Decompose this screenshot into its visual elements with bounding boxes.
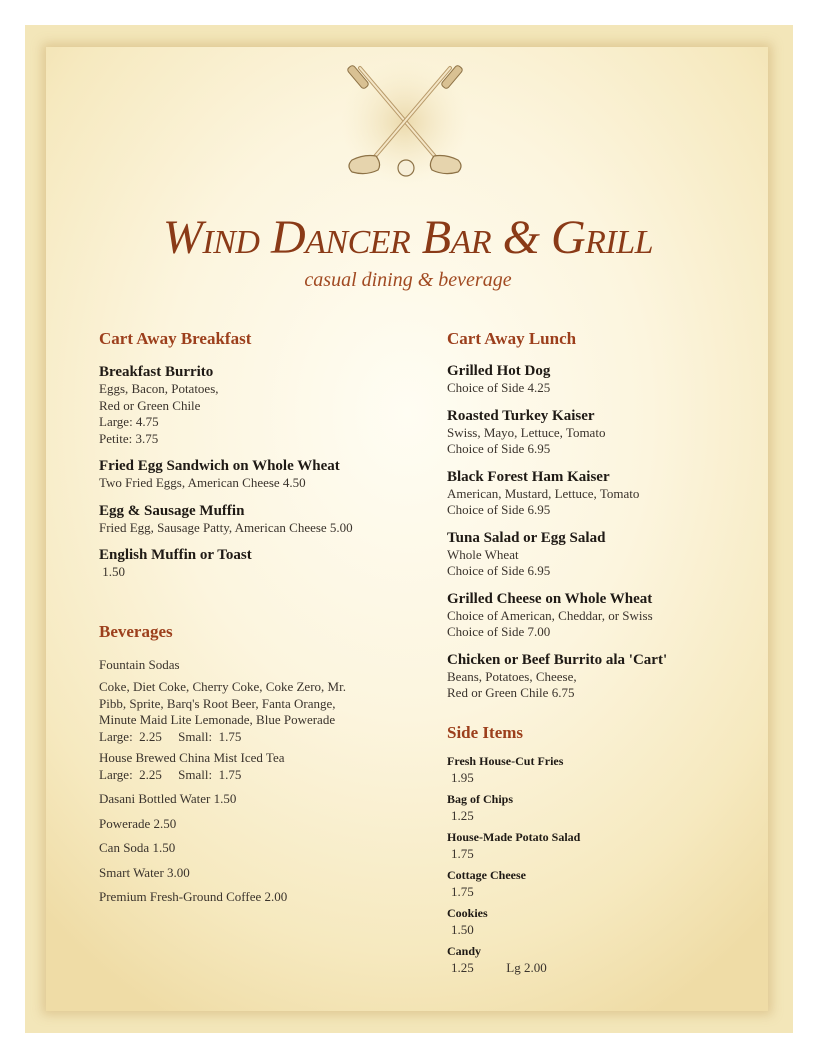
- beverage-block: [99, 657, 439, 674]
- side-item: [447, 830, 787, 862]
- item-name: Fried Egg Sandwich on Whole Wheat: [99, 458, 340, 474]
- item-name: Tuna Salad or Egg Salad: [447, 529, 606, 546]
- beverage-line: Premium Fresh-Ground Coffee 2.00: [99, 889, 288, 904]
- item-desc: Swiss, Mayo, Lettuce, Tomato: [447, 424, 606, 440]
- beverage-line: Large: 2.25 Small: 1.75: [99, 766, 242, 782]
- side-item: [447, 792, 787, 824]
- side-name: Cottage Cheese: [447, 867, 526, 882]
- item-name: Grilled Hot Dog: [447, 363, 551, 379]
- item-name: English Muffin or Toast: [99, 547, 252, 563]
- beverage-line: Large: 2.25 Small: 1.75: [99, 728, 242, 744]
- menu-item: [99, 502, 439, 537]
- side-price: 1.95: [451, 769, 474, 785]
- item-name: Egg & Sausage Muffin: [99, 502, 245, 519]
- side-price: 1.75: [451, 883, 474, 899]
- beverage-block: [99, 791, 439, 808]
- item-desc: Fried Egg, Sausage Patty, American Cheese 5.00: [99, 519, 353, 535]
- item-price: Large: 4.75: [99, 414, 159, 429]
- breakfast-heading: Cart Away Breakfast: [99, 329, 252, 348]
- item-price: 1.50: [99, 564, 125, 579]
- item-name: Roasted Turkey Kaiser: [447, 407, 595, 424]
- beverage-block: [99, 750, 439, 783]
- restaurant-subtitle: casual dining & beverage: [304, 269, 512, 291]
- side-price: 1.25: [451, 807, 474, 823]
- item-desc: Beans, Potatoes, Cheese,: [447, 668, 577, 684]
- item-price: Petite: 3.75: [99, 430, 159, 446]
- beverage-line: Minute Maid Lite Lemonade, Blue Powerade: [99, 712, 336, 727]
- left-column: [99, 328, 439, 906]
- side-item: [447, 868, 787, 900]
- crossed-golf-clubs-icon: [340, 60, 470, 185]
- beverages-heading: Beverages: [99, 621, 173, 641]
- item-desc: Choice of Side 7.00: [447, 624, 551, 639]
- side-name: House-Made Potato Salad: [447, 829, 581, 844]
- item-desc: Choice of Side 6.95: [447, 441, 551, 456]
- beverage-line: Pibb, Sprite, Barq's Root Beer, Fanta Orange,: [99, 695, 336, 711]
- item-desc: Red or Green Chile: [99, 397, 201, 413]
- menu-item: [447, 362, 787, 397]
- menu-item: [447, 590, 787, 641]
- item-desc: Choice of Side 6.95: [447, 502, 551, 517]
- beverage-line: House Brewed China Mist Iced Tea: [99, 750, 285, 765]
- side-name: Bag of Chips: [447, 791, 514, 806]
- sides-heading: Side Items: [447, 722, 524, 742]
- beverage-block: [99, 816, 439, 833]
- beverage-block: [99, 840, 439, 857]
- item-desc: Two Fried Eggs, American Cheese 4.50: [99, 475, 306, 490]
- item-name: Chicken or Beef Burrito ala 'Cart': [447, 651, 668, 668]
- beverage-line: Dasani Bottled Water 1.50: [99, 791, 237, 806]
- beverage-line: Coke, Diet Coke, Cherry Coke, Coke Zero, Mr.: [99, 679, 346, 694]
- item-desc: Eggs, Bacon, Potatoes,: [99, 381, 219, 396]
- menu-item: [447, 529, 787, 580]
- item-desc: Choice of Side 4.25: [447, 380, 551, 395]
- side-price: 1.75: [451, 845, 474, 861]
- side-price: 1.25 Lg 2.00: [451, 959, 547, 975]
- beverage-block: [99, 865, 439, 882]
- right-column: [447, 328, 787, 976]
- beverage-line: Powerade 2.50: [99, 815, 177, 831]
- item-desc: Choice of Side 6.95: [447, 563, 551, 578]
- beverage-line: Can Soda 1.50: [99, 840, 176, 855]
- menu-item: [99, 546, 439, 581]
- item-name: Black Forest Ham Kaiser: [447, 468, 610, 485]
- side-name: Cookies: [447, 905, 488, 920]
- item-name: Breakfast Burrito: [99, 364, 214, 380]
- side-price: 1.50: [451, 921, 474, 937]
- menu-item: [447, 407, 787, 458]
- side-item: [447, 944, 787, 976]
- menu-item: [99, 363, 439, 447]
- side-name: Fresh House-Cut Fries: [447, 753, 564, 768]
- item-desc: American, Mustard, Lettuce, Tomato: [447, 485, 640, 501]
- side-item: [447, 754, 787, 786]
- menu-item: [447, 651, 787, 702]
- item-desc: Choice of American, Cheddar, or Swiss: [447, 607, 653, 623]
- beverage-line: Fountain Sodas: [99, 656, 180, 672]
- beverage-block: [99, 679, 439, 745]
- menu-item: [447, 468, 787, 519]
- item-desc: Red or Green Chile 6.75: [447, 685, 575, 700]
- beverage-line: Smart Water 3.00: [99, 864, 190, 880]
- item-name: Grilled Cheese on Whole Wheat: [447, 590, 653, 607]
- beverage-block: [99, 889, 439, 906]
- side-item: [447, 906, 787, 938]
- item-desc: Whole Wheat: [447, 546, 519, 562]
- lunch-heading: Cart Away Lunch: [447, 329, 577, 348]
- restaurant-title: Wind Dancer Bar & Grill: [162, 211, 654, 264]
- side-name: Candy: [447, 943, 482, 958]
- menu-item: [99, 457, 439, 492]
